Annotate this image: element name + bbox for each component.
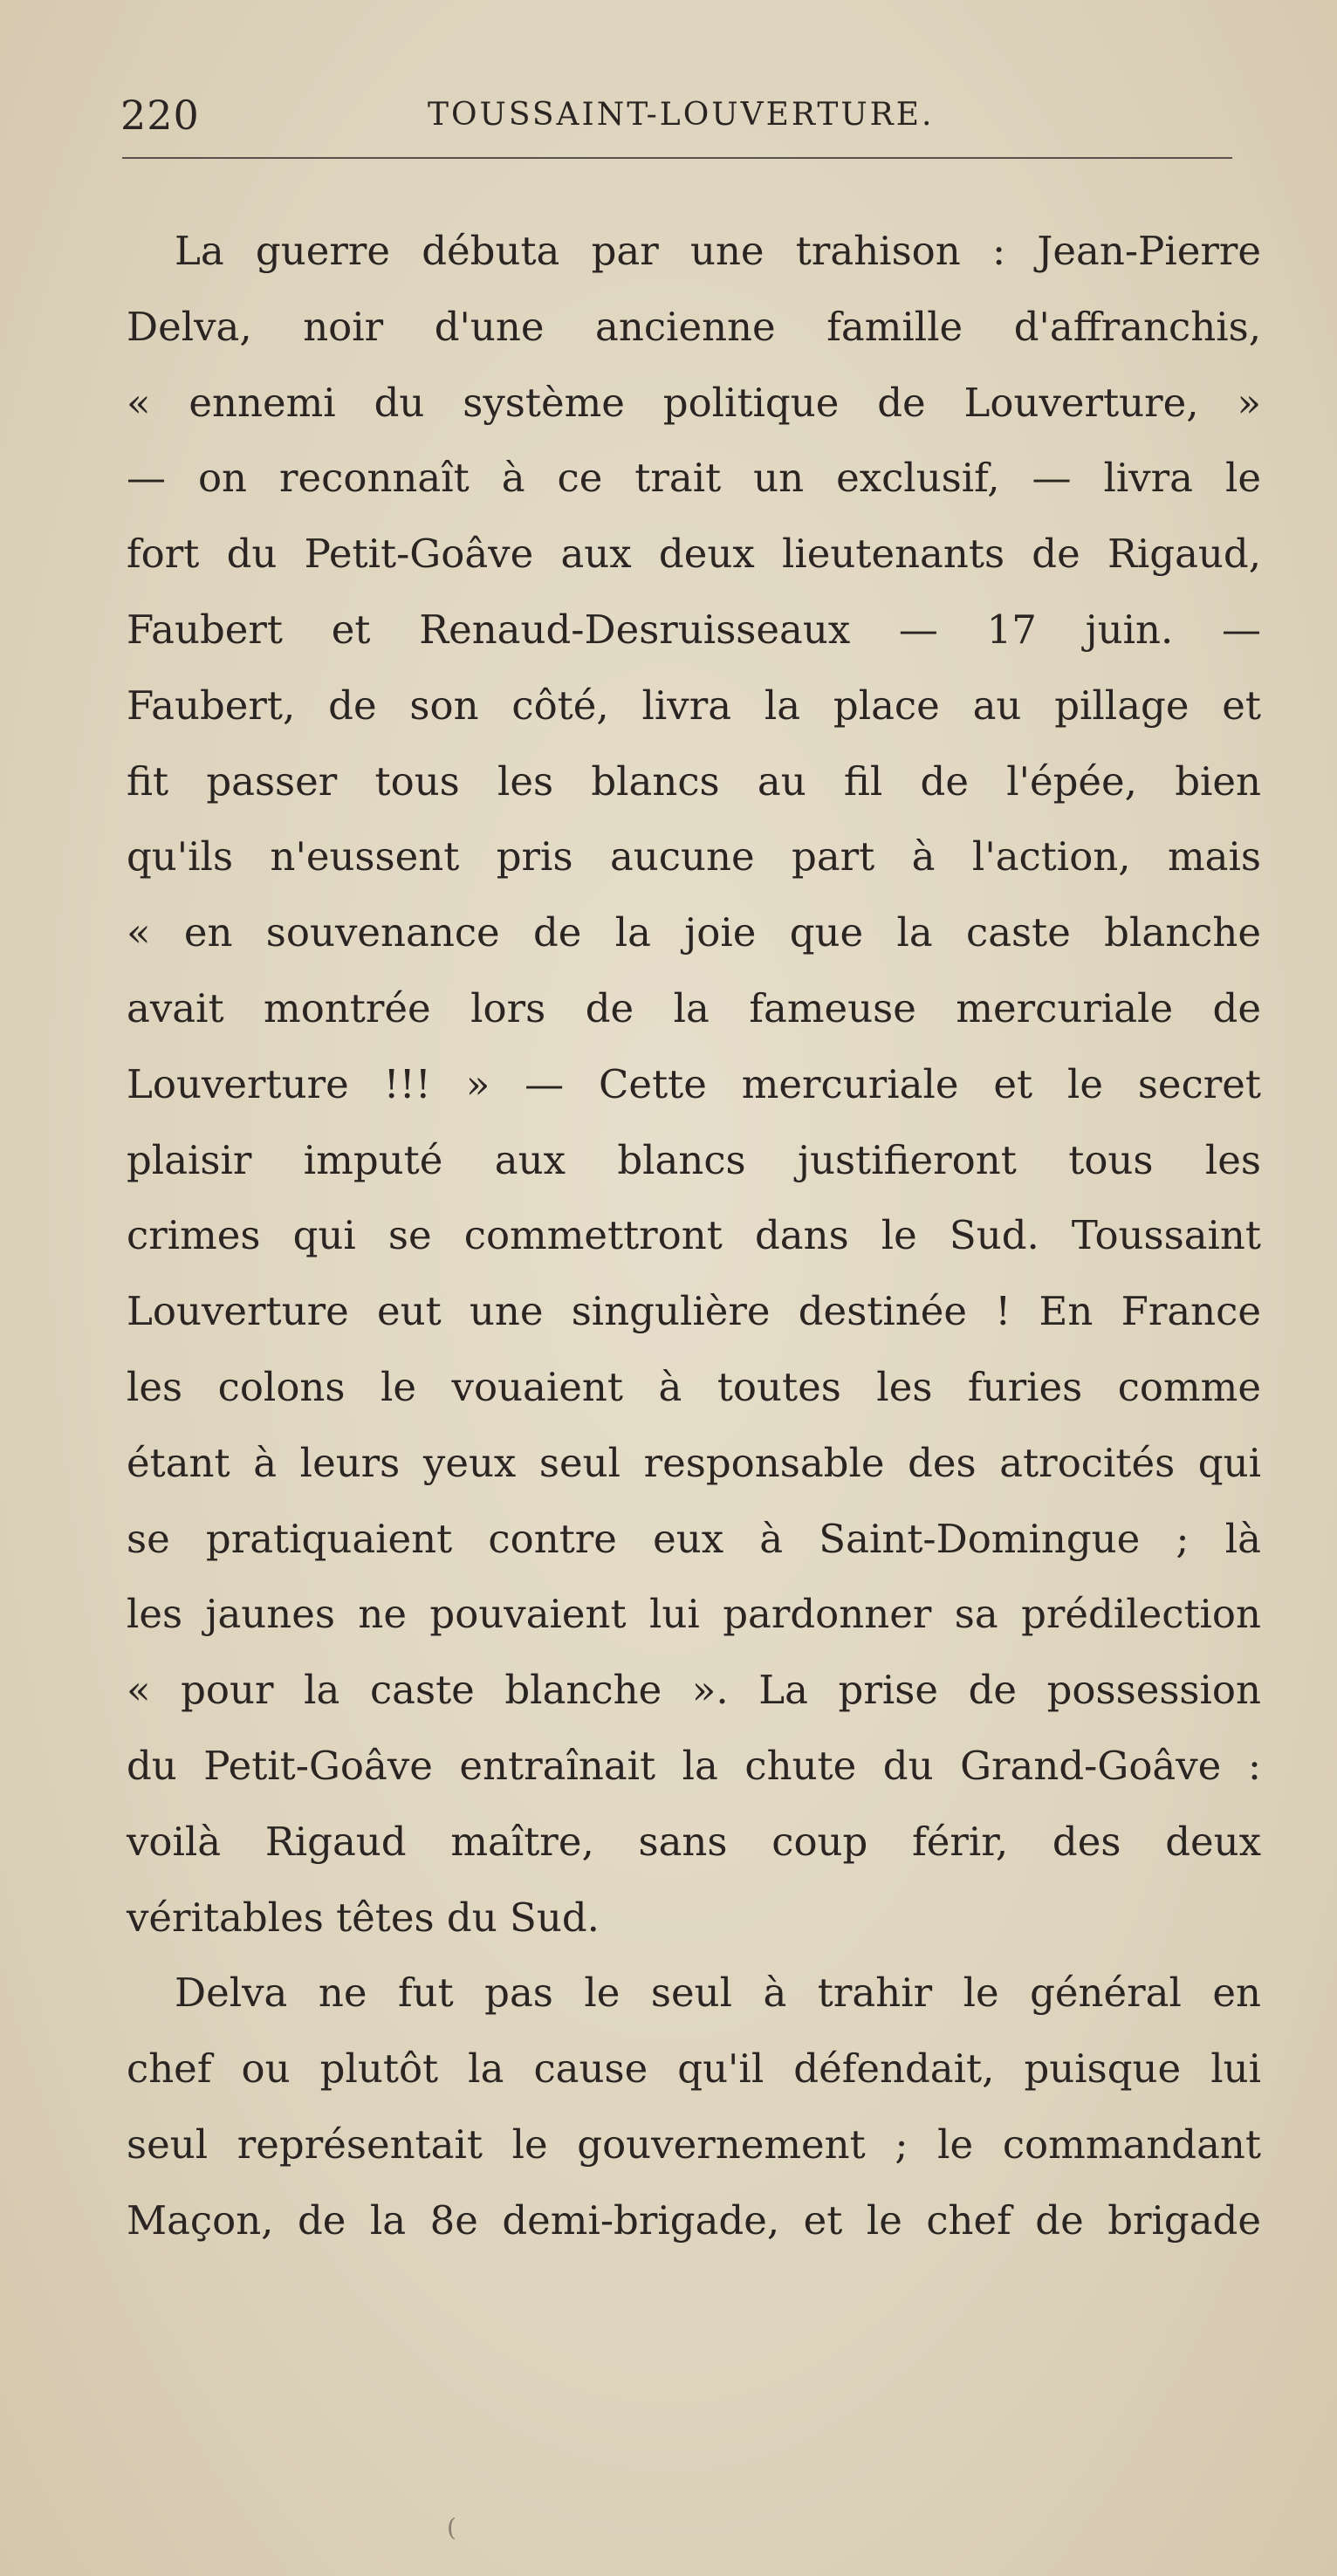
- text-line: Delva ne fut pas le seul à trahir le général en: [175, 1970, 1261, 2017]
- text-line: crimes qui se commettront dans le Sud. Toussaint: [127, 1212, 1261, 1259]
- text-line: Maçon, de la 8e demi-brigade, et le chef de brigade: [127, 2196, 1261, 2244]
- text-line: « en souvenance de la joie que la caste blanche: [127, 909, 1261, 956]
- text-line: « ennemi du système politique de Louverture, »: [127, 379, 1261, 426]
- text-line: étant à leurs yeux seul responsable des atrocités qui: [127, 1439, 1261, 1486]
- text-line: véritables têtes du Sud.: [127, 1894, 600, 1941]
- header-rule: [122, 157, 1232, 159]
- text-line: La guerre débuta par une trahison : Jean-Pierre: [175, 228, 1261, 274]
- paragraph: [127, 214, 1261, 1956]
- text-line: Delva, noir d'une ancienne famille d'affranchis,: [127, 303, 1261, 350]
- text-line: Louverture !!! » — Cette mercuriale et le secret: [127, 1060, 1261, 1107]
- text-line: — on reconnaît à ce trait un exclusif, — livra le: [127, 455, 1261, 502]
- text-line: chef ou plutôt la cause qu'il défendait, puisque lui: [127, 2045, 1261, 2093]
- text-line: fort du Petit-Goâve aux deux lieutenants de Rigaud,: [127, 531, 1261, 578]
- text-line: avait montrée lors de la fameuse mercuriale de: [127, 984, 1261, 1031]
- text-line: qu'ils n'eussent pris aucune part à l'action, mais: [127, 833, 1261, 880]
- body-text: [127, 214, 1261, 2259]
- text-line: seul représentait le gouvernement ; le commandant: [127, 2120, 1261, 2168]
- text-line: voilà Rigaud maître, sans coup férir, des deux: [127, 1818, 1261, 1865]
- text-line: plaisir imputé aux blancs justifieront tous les: [127, 1136, 1261, 1183]
- page-mark: (: [447, 2513, 456, 2542]
- text-line: se pratiquaient contre eux à Saint-Domingue ; là: [127, 1515, 1261, 1562]
- running-title: TOUSSAINT-LOUVERTURE.: [428, 97, 935, 133]
- text-line: fit passer tous les blancs au fil de l'épée, bien: [127, 757, 1261, 805]
- text-line: les colons le vouaient à toutes les furies comme: [127, 1363, 1261, 1410]
- text-line: les jaunes ne pouvaient lui pardonner sa prédilection: [127, 1591, 1261, 1638]
- paragraph: [127, 1956, 1261, 2258]
- page-number: 220: [120, 92, 200, 139]
- text-line: « pour la caste blanche ». La prise de possession: [127, 1667, 1261, 1714]
- text-line: Louverture eut une singulière destinée ! En France: [127, 1288, 1261, 1335]
- text-line: Faubert, de son côté, livra la place au pillage et: [127, 682, 1261, 729]
- text-line: Faubert et Renaud-Desruisseaux — 17 juin. —: [127, 606, 1261, 653]
- text-line: du Petit-Goâve entraînait la chute du Grand-Goâve :: [127, 1742, 1261, 1789]
- page-header: [120, 83, 1238, 144]
